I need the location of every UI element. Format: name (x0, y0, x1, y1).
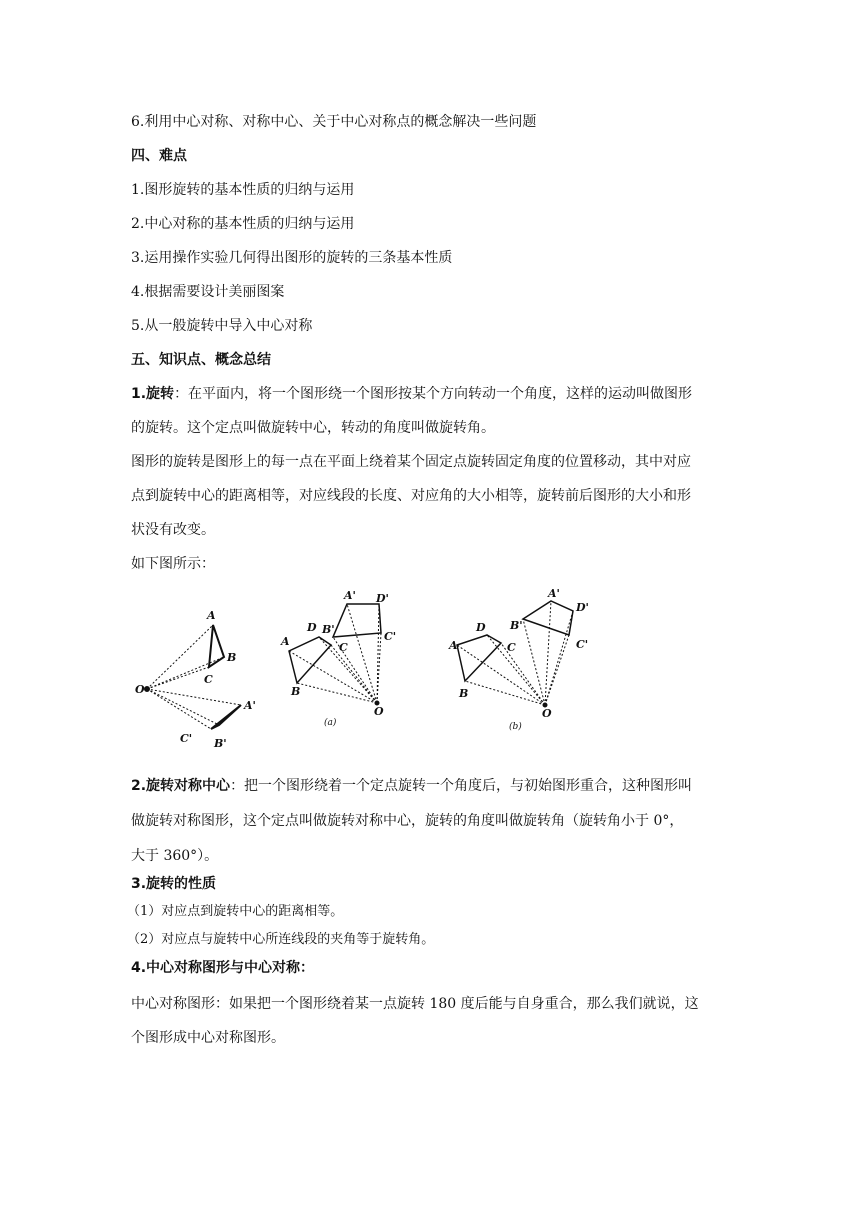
label-a-prime: A' (344, 589, 356, 602)
figure-b (457, 601, 573, 707)
label-b: B (459, 687, 469, 700)
quadrilateral-abcd (289, 637, 331, 683)
quadrilateral-abcd-prime (333, 604, 381, 637)
dotted-lines (289, 604, 381, 703)
paragraph-line: 做旋转对称图形，这个定点叫做旋转对称中心，旋转的角度叫做旋转角（旋转角小于 0°， (131, 813, 684, 829)
paragraph-line: 点到旋转中心的距离相等，对应线段的长度、对应角的大小相等，旋转前后图形的大小和形 (131, 488, 691, 504)
list-item: 5.从一般旋转中导入中心对称 (131, 318, 313, 334)
center-point-o (145, 687, 150, 692)
label-b: B (227, 651, 237, 664)
subheading: 3.旋转的性质 (131, 876, 217, 892)
label-c: C (507, 641, 516, 654)
label-a-prime: A' (244, 699, 256, 712)
label-c-prime: C' (384, 630, 397, 643)
quadrilateral-abcd (457, 635, 501, 681)
paragraph-line: 大于 360°）。 (131, 848, 219, 864)
paragraph-text: ：在平面内，将一个图形绕一个图形按某个方向转动一个角度，这样的运动叫做图形 (174, 386, 693, 402)
term-rotation-symmetry-center: 2.旋转对称中心 (131, 778, 231, 794)
list-item: 4.根据需要设计美丽图案 (131, 284, 285, 300)
paragraph-line: 状没有改变。 (131, 522, 215, 538)
subheading: 4.中心对称图形与中心对称： (131, 960, 315, 976)
figure-1 (145, 625, 242, 729)
list-item: 6.利用中心对称、对称中心、关于中心对称点的概念解决一些问题 (131, 114, 537, 130)
label-a: A (449, 639, 458, 652)
term-rotation: 1.旋转 (131, 386, 175, 402)
triangle-abc-prime (211, 705, 241, 729)
label-d-prime: D' (576, 601, 589, 614)
label-o: O (374, 705, 384, 718)
quadrilateral-abcd-prime (523, 601, 573, 635)
figure-a (289, 604, 381, 705)
list-item: 1.图形旋转的基本性质的归纳与运用 (131, 182, 355, 198)
label-b: B (291, 685, 301, 698)
label-c: C (204, 673, 213, 686)
label-a: A (281, 635, 290, 648)
label-c: C (339, 641, 348, 654)
label-c-prime: C' (576, 638, 589, 651)
label-a-prime: A' (548, 587, 560, 600)
paragraph-line: 个图形成中心对称图形。 (131, 1030, 285, 1046)
paragraph-text: ：把一个图形绕着一个定点旋转一个角度后，与初始图形重合，这种图形叫 (230, 778, 693, 794)
dotted-lines (147, 625, 241, 729)
list-item: （1）对应点到旋转中心的距离相等。 (127, 904, 344, 919)
paragraph-line: 如下图所示： (131, 556, 215, 572)
paragraph-line (131, 384, 692, 404)
list-item: 3.运用操作实验几何得出图形的旋转的三条基本性质 (131, 250, 453, 266)
label-o: O (135, 683, 145, 696)
label-o: O (542, 707, 552, 720)
paragraph-line: 的旋转。这个定点叫做旋转中心，转动的角度叫做旋转角。 (131, 420, 495, 436)
label-c-prime: C' (180, 732, 193, 745)
triangle-abc (209, 625, 224, 667)
label-b-prime: B' (322, 623, 335, 636)
label-b-prime: B' (214, 737, 227, 750)
paragraph-line: 图形的旋转是图形上的每一点在平面上绕着某个固定点旋转固定角度的位置移动，其中对应 (131, 454, 691, 470)
paragraph-line (131, 776, 692, 796)
label-a: A (207, 609, 216, 622)
paragraph-line: 中心对称图形：如果把一个图形绕着某一点旋转 180 度后能与自身重合，那么我们就说，这 (131, 996, 699, 1012)
list-item: 2.中心对称的基本性质的归纳与运用 (131, 216, 355, 232)
label-d: D (307, 621, 317, 634)
caption-b: (b) (509, 722, 522, 732)
list-item: （2）对应点与旋转中心所连线段的夹角等于旋转角。 (127, 932, 435, 947)
section-heading: 四、难点 (131, 148, 187, 164)
label-b-prime: B' (510, 619, 523, 632)
label-d-prime: D' (376, 592, 389, 605)
label-d: D (476, 621, 486, 634)
caption-a: (a) (324, 718, 337, 728)
section-heading: 五、知识点、概念总结 (131, 352, 271, 368)
rotation-figure (131, 585, 601, 755)
rotation-diagram (131, 585, 601, 755)
